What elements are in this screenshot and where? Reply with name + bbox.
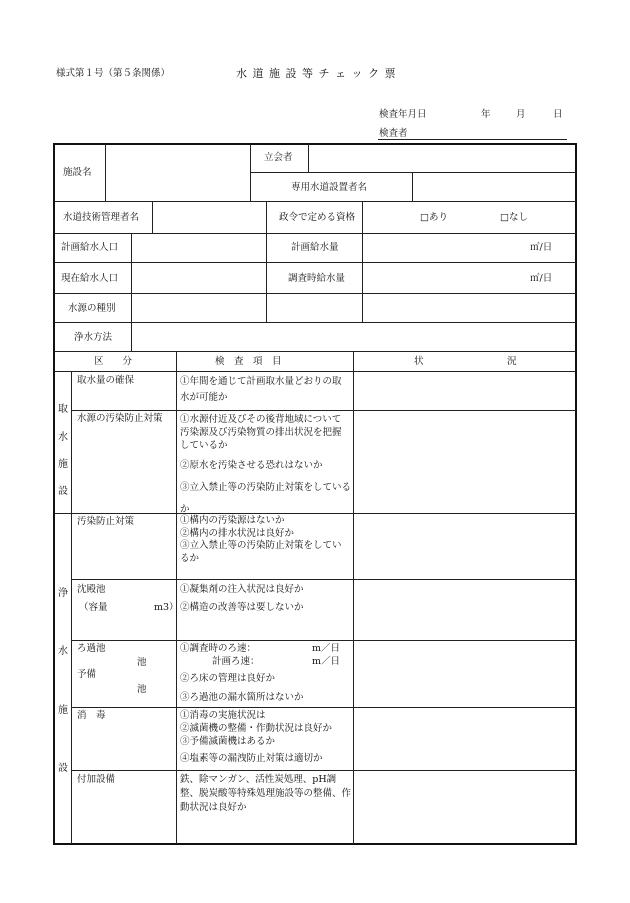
qualification-yes-checkbox[interactable]: □あり — [420, 212, 448, 223]
page-title: 水 道 施 設 等 チ ェ ッ ク 票 — [236, 67, 397, 80]
inspector-label: 検査者 — [379, 128, 408, 139]
survey-volume-unit: ㎥/日 — [530, 273, 553, 284]
filter-check-2: ②ろ床の管理は良好か — [180, 673, 276, 684]
disinfection-label: 消 毒 — [77, 710, 106, 721]
source-pollution-check-3: ③立入禁止等の汚染防止対策をしているか — [180, 482, 352, 515]
year-label: 年 — [481, 109, 491, 120]
filter-check-3: ③ろ過池の漏水箇所はないか — [180, 692, 304, 703]
status-header-b: 況 — [507, 356, 517, 367]
rule — [54, 293, 576, 294]
pollution-check-2: ②構内の排水状況は良好か — [180, 528, 295, 539]
rule — [308, 144, 309, 173]
items-header: 検 査 項 目 — [215, 356, 282, 367]
purify-char-3: 施 — [58, 705, 68, 716]
rule — [54, 322, 576, 323]
inspector-underline — [378, 139, 567, 140]
sedimentation-capacity-unit: m3） — [154, 602, 179, 613]
filter-label-b: 池 — [137, 657, 147, 668]
purify-char-1: 浄 — [58, 588, 68, 599]
purify-char-4: 設 — [58, 763, 68, 774]
form-number: 様式第１号（第５条関係） — [56, 68, 171, 79]
rule — [54, 201, 576, 202]
extra-equipment-label: 付加設備 — [77, 774, 116, 785]
engineer-label: 水道技術管理者名 — [63, 212, 140, 223]
rule — [251, 172, 576, 173]
intake-volume-label: 取水量の確保 — [77, 375, 135, 386]
reserve-label-b: 池 — [137, 684, 147, 695]
qualification-label: 政令で定める資格 — [279, 212, 356, 223]
facility-name-label: 施設名 — [63, 167, 92, 178]
source-type-label: 水源の種別 — [68, 303, 116, 314]
rule — [362, 201, 363, 322]
status-header-a: 状 — [414, 356, 424, 367]
reserve-label: 予備 — [77, 669, 97, 680]
sedimentation-label: 沈殿池 — [77, 584, 106, 595]
rule — [152, 201, 153, 233]
category-header: 区 分 — [94, 356, 133, 367]
rule — [412, 172, 413, 201]
pollution-label: 汚染防止対策 — [77, 516, 135, 527]
survey-volume-label: 調査時給水量 — [288, 273, 346, 284]
rule — [72, 770, 576, 771]
day-label: 日 — [553, 109, 563, 120]
intake-char-2: 水 — [58, 432, 68, 443]
sedimentation-check-1: ①凝集剤の注入状況は良好か — [180, 584, 304, 595]
frame-bottom — [53, 843, 577, 845]
disinfection-check-4: ④塩素等の漏洩防止対策は適切か — [180, 753, 323, 764]
witness-label: 立会者 — [264, 152, 293, 163]
rule — [54, 371, 576, 372]
installer-name-label: 専用水道設置者名 — [291, 182, 368, 193]
rule — [72, 707, 576, 708]
plan-population-label: 計画給水人口 — [61, 242, 119, 253]
date-label: 検査年月日 — [379, 109, 427, 120]
rule — [54, 233, 576, 234]
frame-right — [575, 143, 577, 845]
intake-char-4: 設 — [58, 486, 68, 497]
rule — [71, 371, 72, 844]
filter-check-1b-unit: m／日 — [312, 656, 341, 667]
disinfection-check-1: ①消毒の実施状況は — [180, 710, 266, 721]
rule — [266, 201, 267, 322]
filter-check-1-unit: m／日 — [312, 643, 341, 654]
rule — [131, 233, 132, 293]
source-pollution-label: 水源の汚染防止対策 — [77, 413, 163, 424]
rule — [131, 293, 132, 351]
rule — [250, 144, 251, 201]
plan-volume-label: 計画給水量 — [291, 242, 339, 253]
qualification-no-checkbox[interactable]: □なし — [500, 212, 528, 223]
disinfection-check-3: ③予備滅菌機はあるか — [180, 736, 276, 747]
rule — [54, 351, 576, 352]
intake-volume-check: ①年間を通じて計画取水量どおりの取水が可能か — [180, 376, 342, 403]
source-pollution-check-2: ②原水を汚染させる恐れはないか — [180, 460, 323, 471]
purification-label: 浄水方法 — [74, 332, 113, 343]
pollution-check-1: ①構内の汚染源はないか — [180, 515, 285, 526]
intake-char-1: 取 — [58, 404, 68, 415]
frame-top — [53, 143, 577, 145]
filter-check-1b: 計画ろ速： — [212, 656, 260, 667]
extra-equipment-check: 鉄、除マンガン、活性炭処理、pH調整、脱炭酸等特殊処理施設等の整備、作動状況は良好か — [180, 774, 352, 813]
pollution-check-3: ③立入禁止等の汚染防止対策をしているか — [180, 540, 342, 564]
sedimentation-check-2: ②構造の改善等は要しないか — [180, 602, 304, 613]
rule — [72, 410, 576, 411]
month-label: 月 — [516, 109, 526, 120]
current-population-label: 現在給水人口 — [61, 273, 119, 284]
source-pollution-check-1: ①水源付近及びその後背地域について汚染源及び汚染物質の排出状況を把握しているか — [180, 414, 342, 451]
rule — [72, 640, 576, 641]
filter-check-1: ①調査時のろ速： — [180, 643, 257, 654]
plan-volume-unit: ㎥/日 — [530, 242, 553, 253]
filter-label: ろ過池 — [77, 643, 106, 654]
disinfection-check-2: ②滅菌機の整備・作動状況は良好か — [180, 723, 333, 734]
frame-left — [53, 143, 55, 845]
purify-char-2: 水 — [58, 646, 68, 657]
rule — [72, 579, 576, 580]
intake-char-3: 施 — [58, 459, 68, 470]
rule — [105, 144, 106, 201]
rule — [54, 262, 576, 263]
sedimentation-capacity-label: （容量 — [79, 602, 108, 613]
